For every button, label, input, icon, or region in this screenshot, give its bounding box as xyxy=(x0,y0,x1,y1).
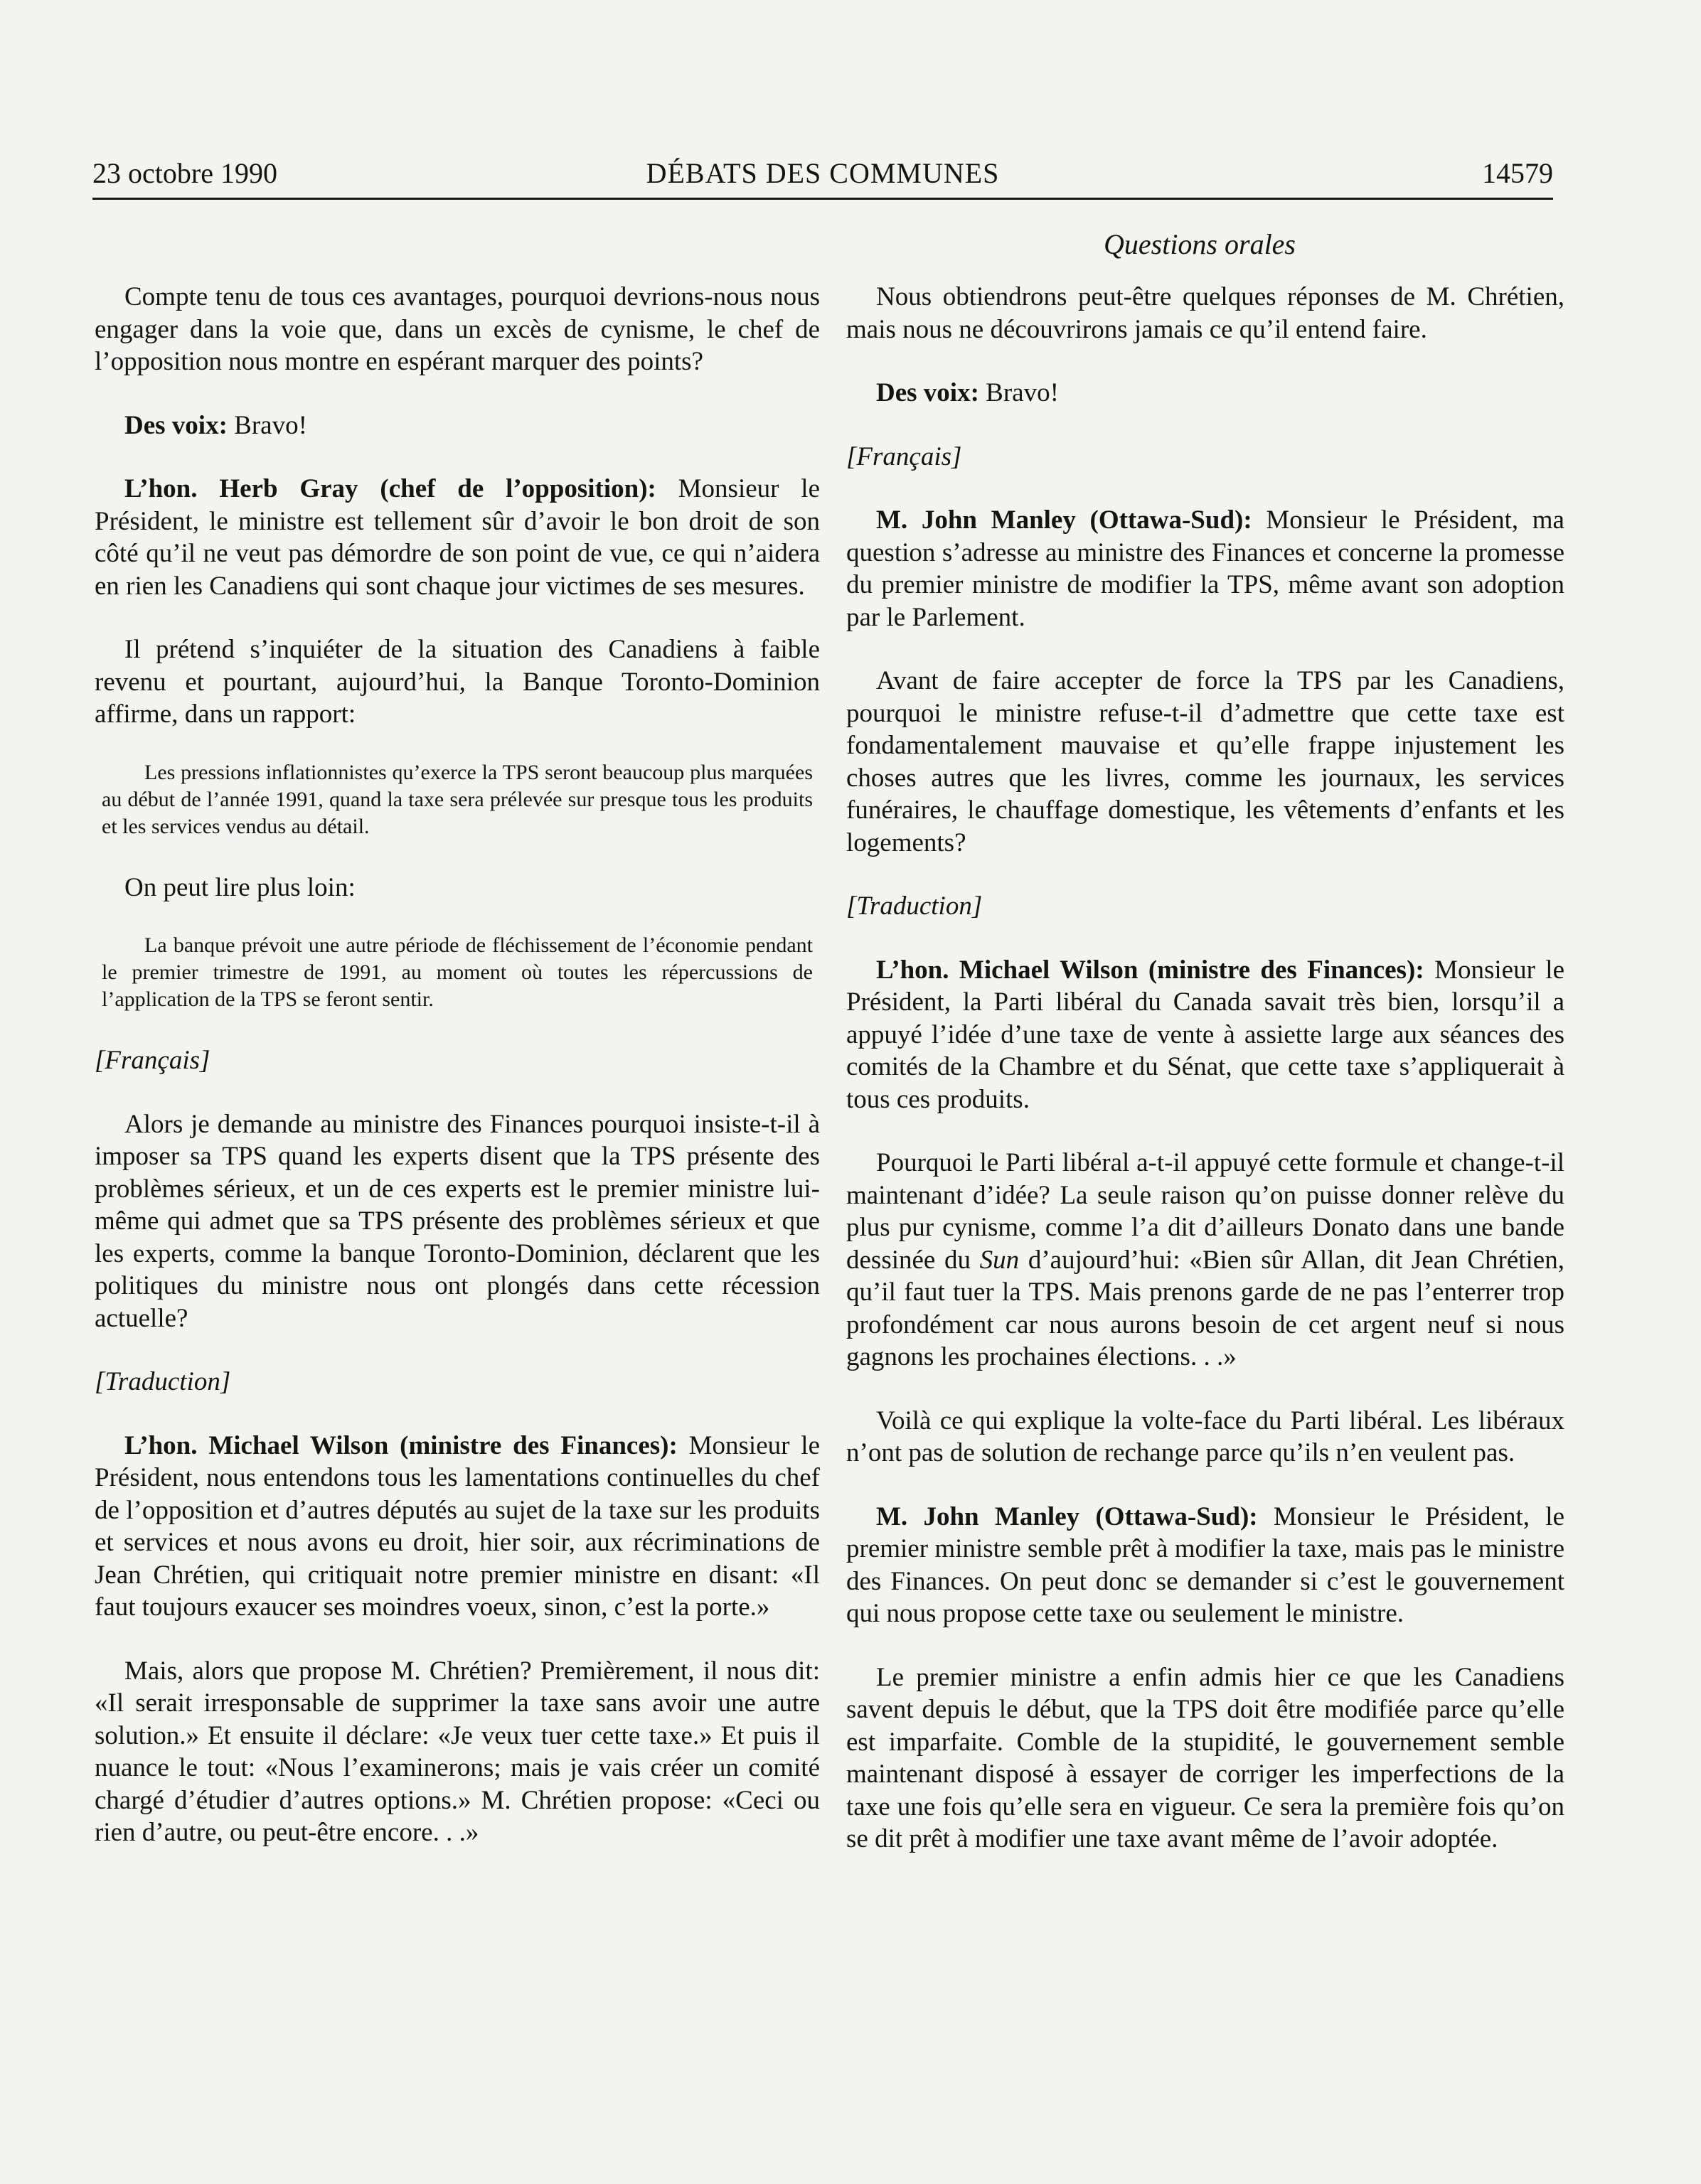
speech-text: Monsieur le Président, ma question s’adresse au ministre des Finances et concerne la promesse du premier ministre de modifier la TPS, même avant son adoption par le Parlement. xyxy=(846,505,1564,632)
paragraph xyxy=(846,1147,1564,1374)
speech-text: Monsieur le Président, nous entendons tous les lamentations continuelles du chef de l’opposition et d’autres députés au sujet de la taxe sur les produits et services et nous avons eu droit, hier soir, aux récriminations de Jean Chrétien, qui critiquait notre premier ministre en disant: «Il faut toujours exaucer ses moindres voeux, sinon, c’est la porte.» xyxy=(95,1430,820,1622)
paragraph xyxy=(95,473,820,602)
paragraph xyxy=(846,504,1564,633)
paragraph: Avant de faire accepter de force la TPS par les Canadiens, pourquoi le ministre refuse-t-il d’admettre que cette taxe est fondamentalement mauvaise et qu’elle frappe injustement les choses autres que les livres, comme les journaux, les services funéraires, le chauffage domestique, les vêtements d’enfants et les logements? xyxy=(846,666,1564,857)
speaker-name: Des voix: xyxy=(124,410,228,440)
speech-text: d’aujourd’hui: «Bien sûr Allan, dit Jean Chrétien, qu’il faut tuer la TPS. Mais prenons garde de ne pas l’enterrer trop profondément car nous aurons besoin de cet argent neuf si nous gagnons les prochaines élections. . .» xyxy=(846,1245,1564,1371)
left-column xyxy=(95,281,820,1880)
paragraph: Le premier ministre a enfin admis hier ce que les Canadiens savent depuis le début, que la TPS doit être modifiée parce qu’elle est imparfaite. Comble de la stupidité, le gouvernement semble maintenant disposé à essayer de corriger les imperfections de la taxe une fois qu’elle sera en vigueur. Ce sera la première fois qu’on se dit prêt à modifier une taxe avant même de l’avoir adoptée. xyxy=(846,1662,1564,1853)
language-marker xyxy=(846,890,1564,923)
block-quote: La banque prévoit une autre période de fléchissement de l’économie pendant le premier trimestre de 1991, au moment où toutes les répercussions de l’application de la TPS se feront sentir. xyxy=(102,933,813,1011)
block-quote: Les pressions inflationnistes qu’exerce la TPS seront beaucoup plus marquées au début de l’année 1991, quand la taxe sera prélevée sur presque tous les produits et les services vendus au détail. xyxy=(102,760,813,838)
paragraph: Voilà ce qui explique la volte-face du Parti libéral. Les libéraux n’ont pas de solution de rechange parce qu’ils n’en veulent pas. xyxy=(846,1406,1564,1467)
paragraph xyxy=(95,410,820,442)
language-marker xyxy=(95,1366,820,1398)
language-marker xyxy=(95,1044,820,1077)
page-header xyxy=(92,155,1553,200)
paragraph: Nous obtiendrons peut-être quelques réponses de M. Chrétien, mais nous ne découvrirons jamais ce qu’il entend faire. xyxy=(846,282,1564,344)
language-marker-text: [Français] xyxy=(846,441,962,471)
paragraph: Alors je demande au ministre des Finances pourquoi insiste-t-il à imposer sa TPS quand les experts disent que la TPS présente des problèmes sérieux, et un de ces experts est le premier ministre lui-même qui admet que sa TPS présente des problèmes sérieux et que les experts, comme la banque Toronto-Dominion, déclarent que les politiques du ministre nous ont plongés dans cette récession actuelle? xyxy=(95,1109,820,1333)
language-marker-text: [Traduction] xyxy=(846,892,983,921)
language-marker-text: [Traduction] xyxy=(95,1367,231,1396)
section-label: Questions orales xyxy=(1104,228,1296,260)
language-marker xyxy=(846,441,1564,473)
speech-text: Monsieur le Président, la Parti libéral du Canada savait très bien, lorsqu’il a appuyé l’idée d’une taxe de vente à assiette large aux séances des comités de la Chambre et du Sénat, que cette taxe s’appliquerait à tous ces produits. xyxy=(846,955,1564,1114)
speaker-name: L’hon. Michael Wilson (ministre des Finances): xyxy=(124,1430,678,1460)
paragraph: Il prétend s’inquiéter de la situation des Canadiens à faible revenu et pourtant, aujourd’hui, la Banque Toronto-Dominion affirme, dans un rapport: xyxy=(95,635,820,729)
speech-text: Pourquoi le Parti libéral a-t-il appuyé cette formule et change-t-il maintenant d’idée? La seule raison qu’on puisse donner relève du plus pur cynisme, comme l’a dit d’ailleurs Donato dans une bande dessinée du xyxy=(846,1148,1564,1275)
speech-text: Bravo! xyxy=(979,378,1059,407)
paragraph: Mais, alors que propose M. Chrétien? Premièrement, il nous dit: «Il serait irresponsable de supprimer la taxe sans avoir une autre solution.» Et ensuite il déclare: «Je veux tuer cette taxe.» Et puis il nuance le tout: «Nous l’examinerons; mais je vais créer un comité chargé d’étudier d’autres options.» M. Chrétien propose: «Ceci ou rien d’autre, ou peut-être encore. . .» xyxy=(95,1656,820,1847)
speech-text: Monsieur le Président, le ministre est tellement sûr d’avoir le bon droit de son côté qu’il ne veut pas démordre de son point de vue, ce qui n’aidera en rien les Canadiens qui sont chaque jour victimes de ses mesures. xyxy=(95,474,821,601)
paragraph xyxy=(846,1501,1564,1630)
header-page-number: 14579 xyxy=(1482,157,1553,189)
speaker-name: M. John Manley (Ottawa-Sud): xyxy=(876,1502,1258,1531)
speech-text: Monsieur le Président, le premier ministre semble prêt à modifier la taxe, mais pas le ministre des Finances. On peut donc se demander si c’est le gouvernement qui nous propose cette taxe ou seulement le ministre. xyxy=(846,1502,1564,1628)
speaker-name: L’hon. Herb Gray (chef de l’opposition): xyxy=(124,474,656,503)
speaker-name: M. John Manley (Ottawa-Sud): xyxy=(876,505,1252,535)
publication-title: Sun xyxy=(979,1245,1020,1275)
paragraph xyxy=(846,377,1564,410)
speaker-name: Des voix: xyxy=(876,378,979,407)
speaker-name: L’hon. Michael Wilson (ministre des Finances): xyxy=(876,955,1424,985)
paragraph xyxy=(95,1430,820,1624)
speech-text: Bravo! xyxy=(227,410,307,440)
header-title: DÉBATS DES COMMUNES xyxy=(646,157,1000,189)
paragraph: On peut lire plus loin: xyxy=(124,872,356,902)
paragraph: Compte tenu de tous ces avantages, pourquoi devrions-nous nous engager dans la voie que, dans un excès de cynisme, le chef de l’opposition nous montre en espérant marquer des points? xyxy=(95,282,820,376)
paragraph xyxy=(846,954,1564,1116)
language-marker-text: [Français] xyxy=(95,1046,210,1075)
header-date: 23 octobre 1990 xyxy=(92,157,277,189)
right-column xyxy=(846,281,1564,1887)
